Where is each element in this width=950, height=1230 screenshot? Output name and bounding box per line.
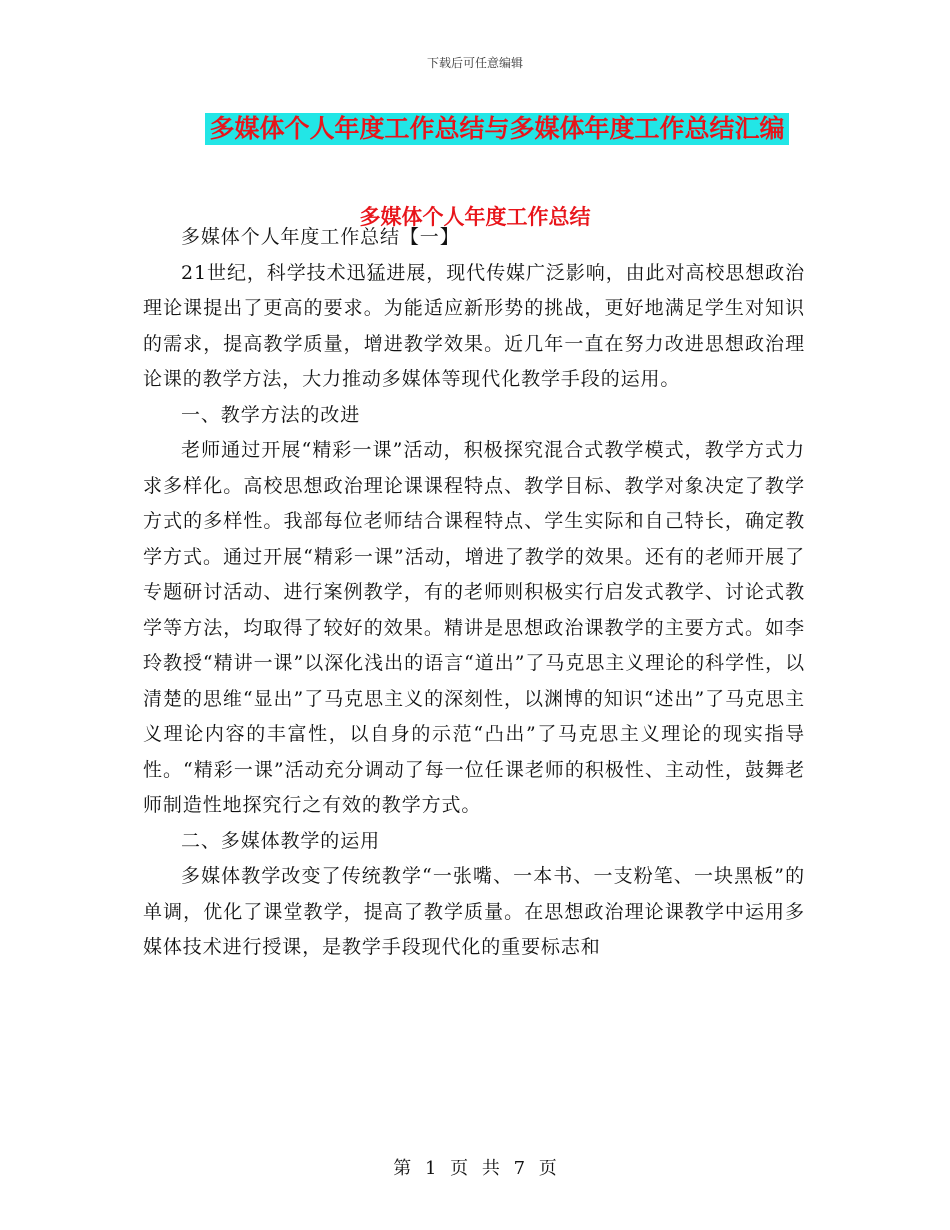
footer-page-number: 1 xyxy=(424,1158,437,1179)
footer-page-label: 第 xyxy=(393,1158,412,1179)
doc-title: 多媒体个人年度工作总结与多媒体年度工作总结汇编 xyxy=(205,113,788,145)
footer-total-unit: 页 xyxy=(538,1158,557,1179)
body-paragraph: 老师通过开展“精彩一课”活动，积极探究混合式教学模式，教学方式力求多样化。高校思想政治理论课课程特点、教学目标、教学对象决定了教学方式的多样性。我部每位老师结合课程特点、学生实际和自己特长，确定教学方式。通过开展“精彩一课”活动，增进了教学的效果。还有的老师开展了专题研讨活动、进行案例教学，有的老师则积极实行启发式教学、讨论式教学等方法，均取得了较好的效果。精讲是思想政治课教学的主要方式。如李玲教授“精讲一课”以深化浅出的语言“道出”了马克思主义理论的科学性，以清楚的思维“显出”了马克思主义的深刻性，以渊博的知识“述出”了马克思主义理论内容的丰富性，以自身的示范“凸出”了马克思主义理论的现实指导性。“精彩一课”活动充分调动了每一位任课老师的积极性、主动性，鼓舞老师制造性地探究行之有效的教学方式。 xyxy=(143,439,805,816)
subsection-heading: 一、教学方法的改进 xyxy=(181,403,361,426)
document-body xyxy=(143,220,805,966)
body-paragraph: 多媒体教学改变了传统教学“一张嘴、一本书、一支粉笔、一块黑板”的单调，优化了课堂教学，提高了教学质量。在思想政治理论课教学中运用多媒体技术进行授课，是教学手段现代化的重要标志和 xyxy=(143,865,805,958)
body-paragraph: 21世纪，科学技术迅猛进展，现代传媒广泛影响，由此对高校思想政治理论课提出了更高的要求。为能适应新形势的挑战，更好地满足学生对知识的需求，提高教学质量，增进教学效果。近几年一直在努力改进思想政治理论课的教学方法，大力推动多媒体等现代化教学手段的运用。 xyxy=(143,261,805,390)
subsection-heading: 多媒体个人年度工作总结【一】 xyxy=(181,226,460,248)
footer-total-number: 7 xyxy=(513,1158,526,1179)
page-footer xyxy=(0,1154,950,1180)
section-title: 多媒体个人年度工作总结 xyxy=(359,205,591,229)
header-note: 下载后可任意编辑 xyxy=(426,56,523,70)
subsection-heading: 二、多媒体教学的运用 xyxy=(181,829,381,852)
footer-total-label: 共 xyxy=(481,1158,500,1179)
doc-title-container xyxy=(0,113,950,145)
footer-page-unit: 页 xyxy=(450,1158,469,1179)
